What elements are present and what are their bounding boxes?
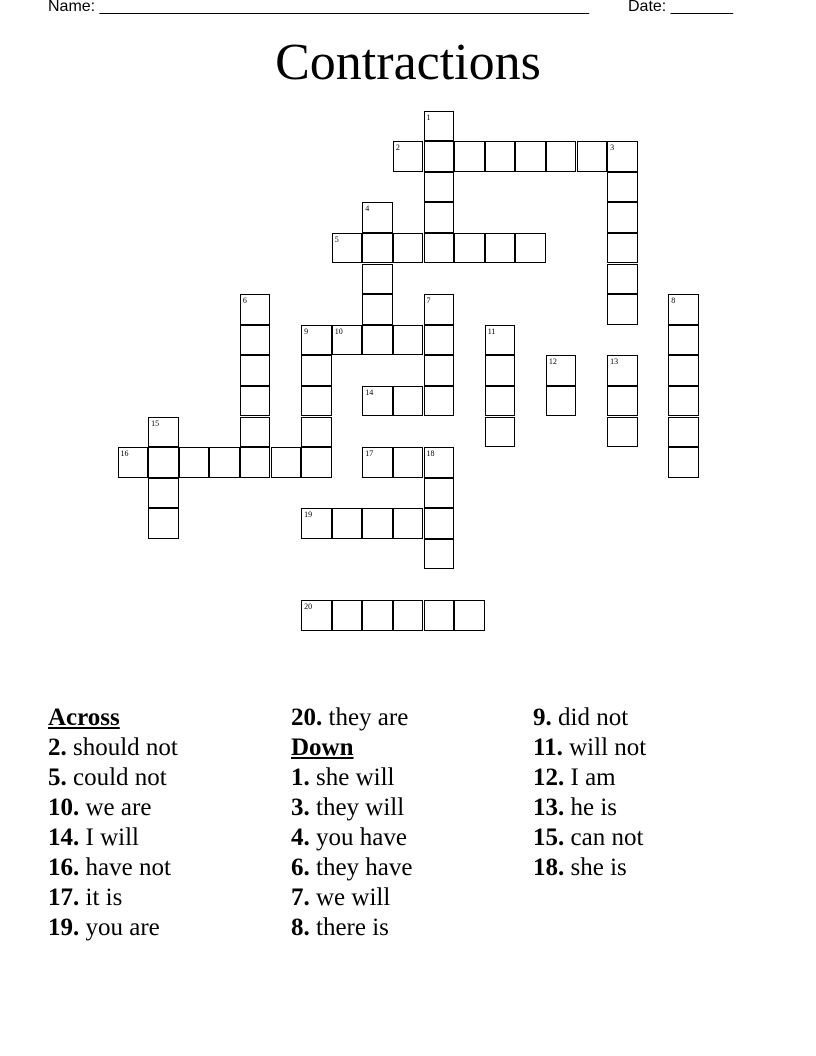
grid-cell[interactable] bbox=[424, 111, 455, 142]
date-field: Date: _______ bbox=[628, 0, 733, 15]
grid-cell[interactable] bbox=[424, 202, 455, 233]
grid-cell[interactable] bbox=[393, 508, 424, 539]
grid-cell[interactable] bbox=[454, 600, 485, 631]
grid-cell[interactable] bbox=[362, 264, 393, 295]
grid-cell[interactable] bbox=[240, 386, 271, 417]
grid-cell[interactable] bbox=[240, 325, 271, 356]
grid-cell[interactable] bbox=[362, 386, 393, 417]
clue-across: 14. I will bbox=[48, 824, 139, 851]
clue-number: 9 bbox=[304, 326, 309, 336]
clue-column-2 bbox=[291, 703, 412, 943]
grid-cell[interactable] bbox=[301, 386, 332, 417]
grid-cell[interactable] bbox=[301, 600, 332, 631]
clue-number: 7 bbox=[426, 296, 431, 306]
clue-number: 11 bbox=[487, 326, 496, 336]
grid-cell[interactable] bbox=[362, 600, 393, 631]
grid-cell[interactable] bbox=[607, 172, 638, 203]
grid-cell[interactable] bbox=[515, 233, 546, 264]
clue-down: 7. we will bbox=[291, 884, 391, 911]
clue-down: 4. you have bbox=[291, 824, 407, 851]
grid-cell[interactable] bbox=[424, 172, 455, 203]
grid-cell[interactable] bbox=[332, 325, 363, 356]
grid-cell[interactable] bbox=[148, 478, 179, 509]
clue-number: 15 bbox=[151, 418, 160, 428]
grid-cell[interactable] bbox=[393, 600, 424, 631]
grid-cell[interactable] bbox=[179, 447, 210, 478]
grid-cell[interactable] bbox=[424, 355, 455, 386]
clue-number: 12 bbox=[548, 357, 557, 367]
grid-cell[interactable] bbox=[607, 417, 638, 448]
clue-across: 20. they are bbox=[291, 704, 409, 731]
grid-cell[interactable] bbox=[485, 233, 516, 264]
grid-cell[interactable] bbox=[301, 447, 332, 478]
clue-down: 15. can not bbox=[533, 824, 644, 851]
grid-cell[interactable] bbox=[424, 447, 455, 478]
clue-down: 11. will not bbox=[533, 734, 647, 761]
clue-down: 12. I am bbox=[533, 764, 616, 791]
grid-cell[interactable] bbox=[362, 508, 393, 539]
grid-cell[interactable] bbox=[668, 294, 699, 325]
grid-cell[interactable] bbox=[668, 355, 699, 386]
grid-cell[interactable] bbox=[362, 294, 393, 325]
clue-down: 9. did not bbox=[533, 704, 629, 731]
grid-cell[interactable] bbox=[240, 355, 271, 386]
clue-down: 6. they have bbox=[291, 854, 413, 881]
grid-cell[interactable] bbox=[607, 141, 638, 172]
clue-number: 17 bbox=[365, 449, 374, 459]
clue-across: 5. could not bbox=[48, 764, 167, 791]
clue-down: 13. he is bbox=[533, 794, 618, 821]
grid-cell[interactable] bbox=[148, 447, 179, 478]
grid-cell[interactable] bbox=[485, 325, 516, 356]
grid-cell[interactable] bbox=[607, 233, 638, 264]
grid-cell[interactable] bbox=[668, 447, 699, 478]
clue-number: 2 bbox=[395, 143, 400, 153]
clue-number: 3 bbox=[610, 143, 615, 153]
grid-cell[interactable] bbox=[301, 508, 332, 539]
clue-column-3 bbox=[533, 703, 646, 883]
grid-cell[interactable] bbox=[332, 600, 363, 631]
grid-cell[interactable] bbox=[148, 508, 179, 539]
grid-cell[interactable] bbox=[424, 141, 455, 172]
grid-cell[interactable] bbox=[485, 386, 516, 417]
clue-across: 10. we are bbox=[48, 794, 152, 821]
clue-across: 2. should not bbox=[48, 734, 178, 761]
grid-cell[interactable] bbox=[607, 294, 638, 325]
down-heading: Down bbox=[291, 734, 354, 761]
clue-number: 16 bbox=[120, 449, 129, 459]
clue-down: 8. there is bbox=[291, 914, 389, 941]
name-field: Name: _______________________________________________________ bbox=[48, 0, 589, 15]
clue-number: 1 bbox=[426, 112, 431, 122]
grid-cell[interactable] bbox=[668, 386, 699, 417]
grid-cell[interactable] bbox=[362, 233, 393, 264]
clue-number: 19 bbox=[304, 510, 313, 520]
grid-cell[interactable] bbox=[393, 233, 424, 264]
grid-cell[interactable] bbox=[301, 325, 332, 356]
grid-cell[interactable] bbox=[424, 325, 455, 356]
grid-cell[interactable] bbox=[240, 294, 271, 325]
grid-cell[interactable] bbox=[485, 141, 516, 172]
grid-cell[interactable] bbox=[424, 539, 455, 570]
clue-number: 18 bbox=[426, 449, 435, 459]
grid-cell[interactable] bbox=[301, 417, 332, 448]
grid-cell[interactable] bbox=[668, 417, 699, 448]
grid-cell[interactable] bbox=[607, 202, 638, 233]
grid-cell[interactable] bbox=[362, 325, 393, 356]
page-title: Contractions bbox=[275, 34, 541, 91]
grid-cell[interactable] bbox=[118, 447, 149, 478]
clue-number: 4 bbox=[365, 204, 370, 214]
grid-cell[interactable] bbox=[668, 325, 699, 356]
grid-cell[interactable] bbox=[301, 355, 332, 386]
grid-cell[interactable] bbox=[454, 233, 485, 264]
grid-cell[interactable] bbox=[424, 386, 455, 417]
grid-cell[interactable] bbox=[332, 233, 363, 264]
grid-cell[interactable] bbox=[424, 233, 455, 264]
clue-number: 20 bbox=[304, 602, 313, 612]
grid-cell[interactable] bbox=[454, 141, 485, 172]
grid-cell[interactable] bbox=[577, 141, 608, 172]
clue-number: 10 bbox=[334, 326, 343, 336]
grid-cell[interactable] bbox=[148, 417, 179, 448]
grid-cell[interactable] bbox=[485, 417, 516, 448]
grid-cell[interactable] bbox=[546, 386, 577, 417]
clue-down: 3. they will bbox=[291, 794, 405, 821]
grid-cell[interactable] bbox=[393, 141, 424, 172]
grid-cell[interactable] bbox=[271, 447, 302, 478]
grid-cell[interactable] bbox=[362, 447, 393, 478]
grid-cell[interactable] bbox=[607, 264, 638, 295]
grid-cell[interactable] bbox=[424, 478, 455, 509]
grid-cell[interactable] bbox=[240, 417, 271, 448]
grid-cell[interactable] bbox=[607, 386, 638, 417]
grid-cell[interactable] bbox=[332, 508, 363, 539]
clue-number: 8 bbox=[671, 296, 676, 306]
clue-down: 1. she will bbox=[291, 764, 395, 791]
grid-cell[interactable] bbox=[546, 355, 577, 386]
clue-number: 6 bbox=[242, 296, 247, 306]
clue-across: 17. it is bbox=[48, 884, 123, 911]
clue-across: 16. have not bbox=[48, 854, 171, 881]
grid-cell[interactable] bbox=[393, 386, 424, 417]
grid-cell[interactable] bbox=[393, 325, 424, 356]
grid-cell[interactable] bbox=[515, 141, 546, 172]
grid-cell[interactable] bbox=[485, 355, 516, 386]
clue-number: 5 bbox=[334, 234, 339, 244]
clue-column-1 bbox=[48, 703, 178, 943]
clue-across: 19. you are bbox=[48, 914, 160, 941]
clue-number: 13 bbox=[610, 357, 619, 367]
grid-cell[interactable] bbox=[362, 202, 393, 233]
grid-cell[interactable] bbox=[424, 508, 455, 539]
grid-cell[interactable] bbox=[546, 141, 577, 172]
grid-cell[interactable] bbox=[393, 447, 424, 478]
grid-cell[interactable] bbox=[209, 447, 240, 478]
grid-cell[interactable] bbox=[607, 355, 638, 386]
grid-cell[interactable] bbox=[424, 294, 455, 325]
clue-down: 18. she is bbox=[533, 854, 627, 881]
clue-number: 14 bbox=[365, 387, 374, 397]
grid-cell[interactable] bbox=[424, 600, 455, 631]
across-heading: Across bbox=[48, 704, 120, 731]
grid-cell[interactable] bbox=[240, 447, 271, 478]
